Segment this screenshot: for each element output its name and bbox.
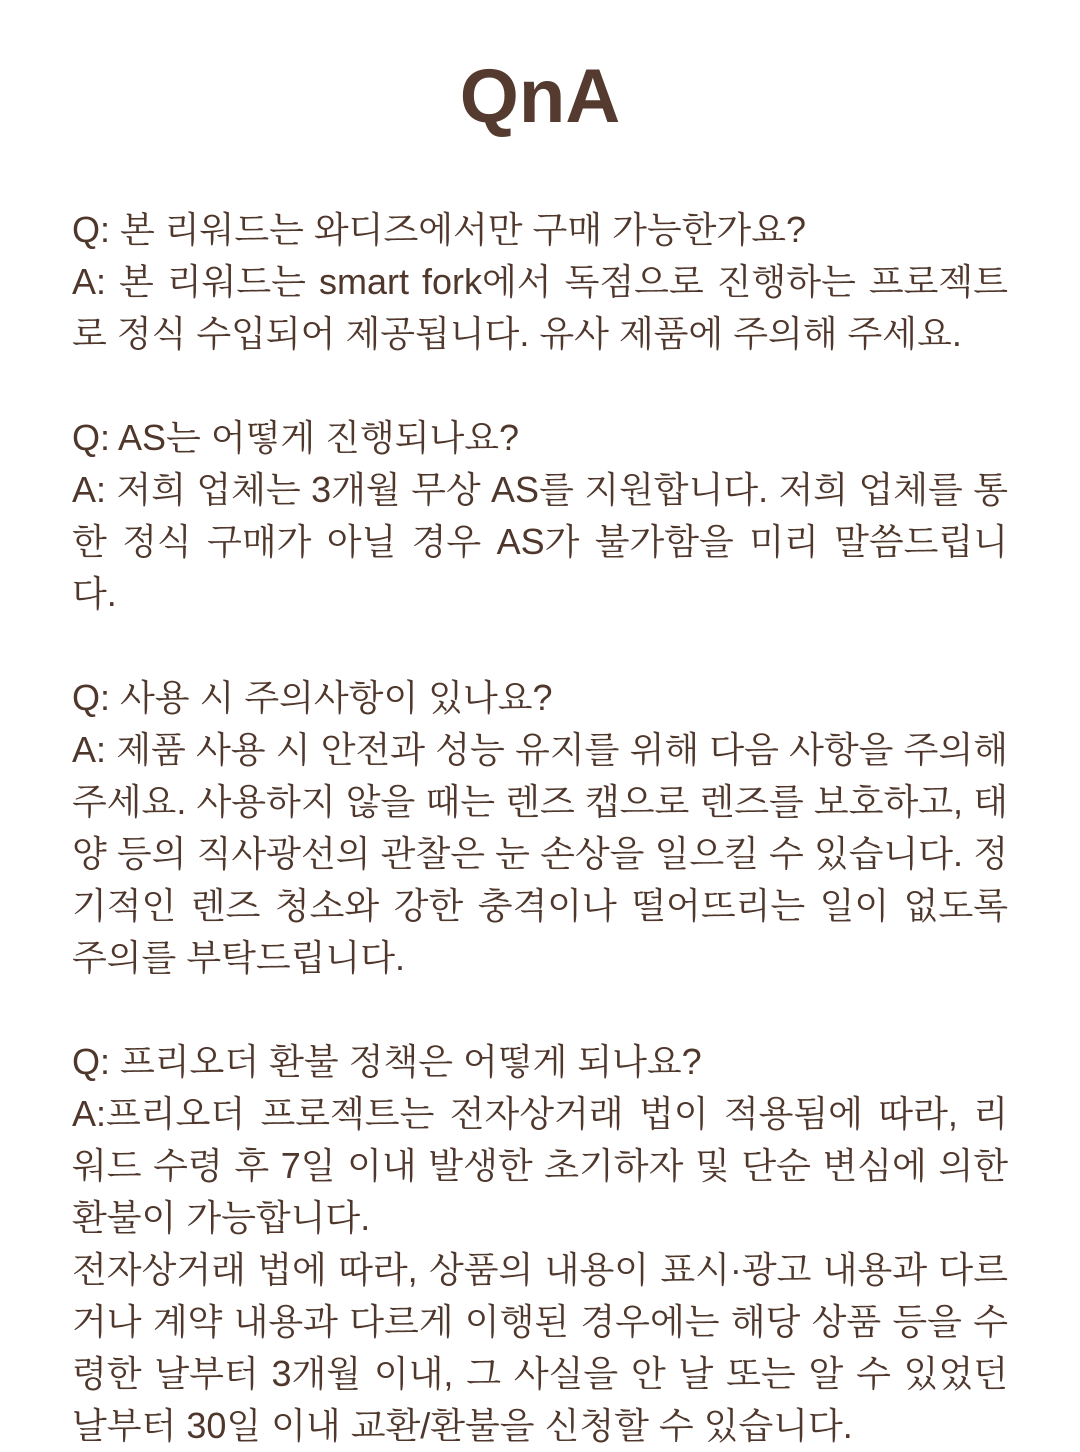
qna-item	[72, 204, 1008, 360]
qna-item	[72, 672, 1008, 984]
answer-text: A: 본 리워드는 smart fork에서 독점으로 진행하는 프로젝트로 정식 수입되어 제공됩니다. 유사 제품에 주의해 주세요.	[72, 261, 1008, 354]
answer-text: A:프리오더 프로젝트는 전자상거래 법이 적용됨에 따라, 리워드 수령 후 7일 이내 발생한 초기하자 및 단순 변심에 의한 환불이 가능합니다.	[72, 1093, 1008, 1238]
answer-text: A: 저희 업체는 3개월 무상 AS를 지원합니다. 저희 업체를 통한 정식 구매가 아닐 경우 AS가 불가함을 미리 말씀드립니다.	[72, 469, 1008, 614]
question-text: Q: 사용 시 주의사항이 있나요?	[72, 677, 553, 718]
answer-text: A: 제품 사용 시 안전과 성능 유지를 위해 다음 사항을 주의해 주세요. 사용하지 않을 때는 렌즈 캡으로 렌즈를 보호하고, 태양 등의 직사광선의 관찰은 눈 손상을 일으킬 수 있습니다. 정기적인 렌즈 청소와 강한 충격이나 떨어뜨리는 일이 없도록 주의를 부탁드립니다.	[72, 729, 1008, 978]
question-text: Q: 본 리워드는 와디즈에서만 구매 가능한가요?	[72, 209, 807, 250]
page-title: QnA	[459, 54, 621, 139]
qna-item	[72, 412, 1008, 620]
qna-item	[72, 1036, 1008, 1452]
question-text: Q: 프리오더 환불 정책은 어떻게 되나요?	[72, 1041, 702, 1082]
question-text: Q: AS는 어떻게 진행되나요?	[72, 417, 520, 458]
answer-text: 전자상거래 법에 따라, 상품의 내용이 표시·광고 내용과 다르거나 계약 내용과 다르게 이행된 경우에는 해당 상품 등을 수령한 날부터 3개월 이내, 그 사실을 안 날 또는 알 수 있었던 날부터 30일 이내 교환/환불을 신청할 수 있습니다.	[72, 1249, 1008, 1446]
